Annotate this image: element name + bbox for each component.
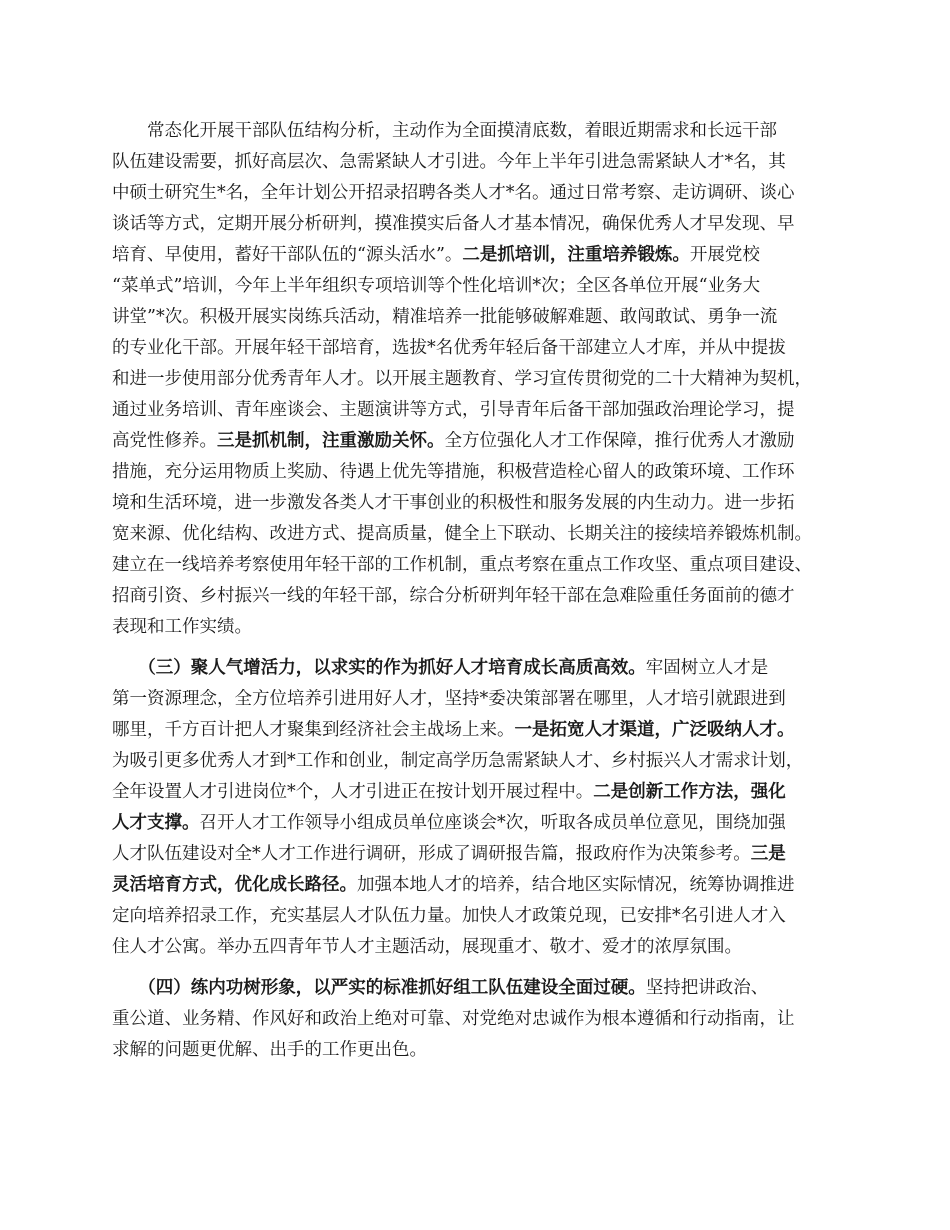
text-line: [112, 839, 854, 870]
text-line: [112, 302, 854, 333]
text-run: 第一资源理念，全方位培养引进用好人才，坚持*委决策部署在哪里，人才培引就跟进到: [112, 689, 786, 709]
text-line: [112, 457, 854, 488]
bold-heading-run: 三是抓机制，注重激励关怀。: [217, 431, 445, 451]
text-run: 讲堂”*次。积极开展实岗练兵活动，精准培养一批能够破解难题、敢闯敢试、勇争一流: [112, 307, 778, 327]
text-run: 表现和工作实绩。: [112, 617, 252, 637]
text-line: [112, 1004, 854, 1035]
text-run: 境和生活环境，进一步激发各类人才干事创业的积极性和服务发展的内生动力。进一步拓: [112, 493, 795, 513]
text-line: [112, 808, 854, 839]
bold-heading-run: 二是抓培训，注重培养锻炼。: [462, 245, 690, 265]
text-run: 哪里，千方百计把人才聚集到经济社会主战场上来。: [112, 720, 515, 740]
text-line: [112, 612, 854, 643]
paragraph-section-four: [112, 973, 854, 1066]
text-run: 加强本地人才的培养，结合地区实际情况，统筹协调推进: [357, 875, 795, 895]
text-run: 谈话等方式，定期开展分析研判，摸准摸实后备人才基本情况，确保优秀人才早发现、早: [112, 214, 795, 234]
paragraph-spacer: [112, 643, 854, 653]
text-run: 宽来源、优化结构、改进方式、提高质量，健全上下联动、长期关注的接续培养锻炼机制。: [112, 524, 812, 544]
paragraph-recruitment: [112, 116, 854, 643]
text-line: [112, 1035, 854, 1066]
text-run: 招商引资、乡村振兴一线的年轻干部，综合分析研判年轻干部在急难险重任务面前的德才: [112, 586, 795, 606]
text-run: 队伍建设需要，抓好高层次、急需紧缺人才引进。今年上半年引进急需紧缺人才*名，其: [112, 152, 786, 172]
text-run: 中硕士研究生*名，全年计划公开招录招聘各类人才*名。通过日常考察、走访调研、谈心: [112, 183, 795, 203]
text-line: [112, 550, 854, 581]
text-run: 召开人才工作领导小组成员单位座谈会*次，听取各成员单位意见，围绕加强: [199, 813, 786, 833]
text-run: 建立在一线培养考察使用年轻干部的工作机制，重点考察在重点工作攻坚、重点项目建设、: [112, 555, 812, 575]
bold-heading-run: （三）聚人气增活力，以求实的作为抓好人才培育成长高质高效。: [112, 658, 646, 678]
text-line: [112, 116, 854, 147]
text-run: 常态化开展干部队伍结构分析，主动作为全面摸清底数，着眼近期需求和长远干部: [112, 121, 777, 141]
document-body: [112, 116, 854, 1066]
text-line: [112, 932, 854, 963]
text-line: [112, 271, 854, 302]
text-line: [112, 488, 854, 519]
text-line: [112, 746, 854, 777]
text-run: 和进一步使用部分优秀青年人才。以开展主题教育、学习宣传贯彻党的二十大精神为契机，: [112, 369, 812, 389]
text-run: 为吸引更多优秀人才到*工作和创业，制定高学历急需紧缺人才、乡村振兴人才需求计划，: [112, 751, 804, 771]
text-line: [112, 901, 854, 932]
text-line: [112, 715, 854, 746]
bold-heading-run: 一是拓宽人才渠道，广泛吸纳人才。: [514, 720, 795, 740]
text-line: [112, 240, 854, 271]
text-line: [112, 684, 854, 715]
text-line: [112, 426, 854, 457]
text-line: [112, 333, 854, 364]
text-run: 高党性修养。: [112, 431, 217, 451]
text-line: [112, 653, 854, 684]
text-run: 牢固树立人才是: [645, 658, 769, 678]
paragraph-section-three: [112, 653, 854, 963]
text-line: [112, 395, 854, 426]
text-run: 定向培养招录工作，充实基层人才队伍力量。加快人才政策兑现，已安排*名引进人才入: [112, 906, 786, 926]
text-run: 通过业务培训、青年座谈会、主题演讲等方式，引导青年后备干部加强政治理论学习，提: [112, 400, 795, 420]
bold-heading-run: 三是: [750, 844, 786, 864]
text-run: 培育、早使用，蓄好干部队伍的“源头活水”。: [112, 245, 463, 265]
text-line: [112, 519, 854, 550]
bold-heading-run: 二是创新工作方法，强化: [593, 782, 786, 802]
text-run: 重公道、业务精、作风好和政治上绝对可靠、对党绝对忠诚作为根本遵循和行动指南，让: [112, 1009, 795, 1029]
text-run: 的专业化干部。开展年轻干部培育，选拔*名优秀年轻后备干部建立人才库，并从中提拔: [112, 338, 786, 358]
bold-heading-run: 灵活培育方式，优化成长路径。: [112, 875, 357, 895]
text-run: 坚持把讲政治、: [645, 978, 769, 998]
bold-heading-run: 人才支撑。: [112, 813, 200, 833]
text-line: [112, 178, 854, 209]
text-run: “菜单式”培训，今年上半年组织专项培训等个性化培训*次；全区各单位开展“业务大: [112, 276, 761, 296]
text-run: 求解的问题更优解、出手的工作更出色。: [112, 1040, 427, 1060]
text-run: 全年设置人才引进岗位*个，人才引进正在按计划开展过程中。: [112, 782, 594, 802]
text-line: [112, 777, 854, 808]
text-run: 措施，充分运用物质上奖励、待遇上优先等措施，积极营造栓心留人的政策环境、工作环: [112, 462, 795, 482]
text-run: 人才队伍建设对全*人才工作进行调研，形成了调研报告篇，报政府作为决策参考。: [112, 844, 751, 864]
text-line: [112, 581, 854, 612]
text-run: 住人才公寓。举办五四青年节人才主题活动，展现重才、敬才、爱才的浓厚氛围。: [112, 937, 742, 957]
text-line: [112, 364, 854, 395]
bold-heading-run: （四）练内功树形象，以严实的标准抓好组工队伍建设全面过硬。: [112, 978, 646, 998]
text-line: [112, 209, 854, 240]
paragraph-spacer: [112, 963, 854, 973]
text-line: [112, 147, 854, 178]
text-line: [112, 973, 854, 1004]
text-run: 全方位强化人才工作保障，推行优秀人才激励: [444, 431, 795, 451]
text-line: [112, 870, 854, 901]
text-run: 开展党校: [689, 245, 760, 265]
